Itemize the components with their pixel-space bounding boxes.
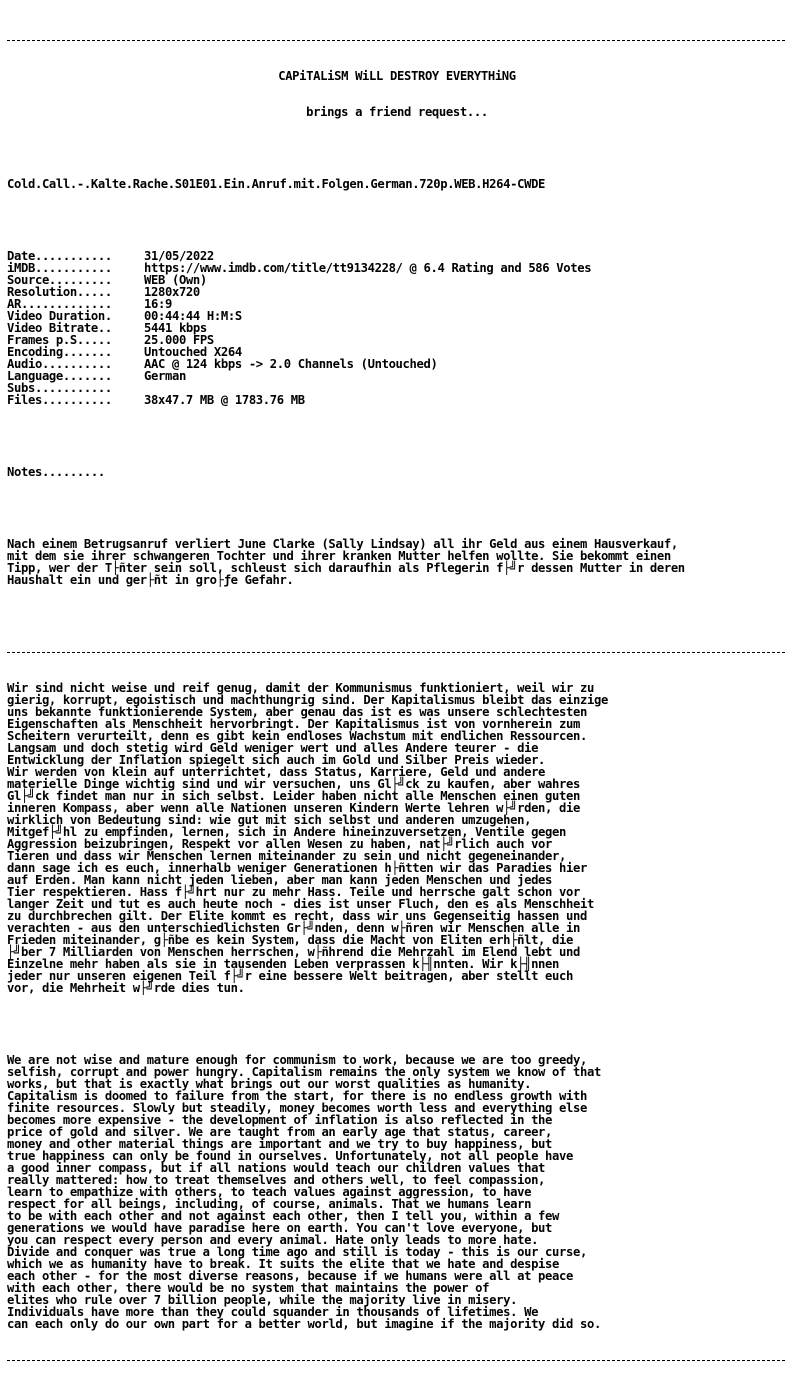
- notes-label: Notes.........: [7, 465, 105, 479]
- english-text-line: can each only do our own part for a better world, but imagine if the majority did so.: [7, 1317, 601, 1331]
- info-row: [7, 358, 787, 370]
- info-key: Resolution.....: [7, 285, 112, 299]
- english-text-line: generations we would have paradise here on earth. You can't love everyone, but: [7, 1221, 553, 1235]
- german-text-line: inneren Kompass, aber wenn alle Nationen unseren Kindern Werte lehren w├╝rden, die: [7, 801, 580, 815]
- bottom-divider: [7, 1354, 787, 1366]
- info-row: [7, 262, 787, 274]
- english-text-line: money and other material things are important and we try to buy happiness, but: [7, 1137, 553, 1151]
- info-key: Date...........: [7, 249, 112, 263]
- german-text-line: jeder nur unseren eigenen Teil f├╝r eine bessere Welt beitragen, aber stellt euch: [7, 969, 573, 983]
- german-text-line: verachten - aus den unterschiedlichsten Gr├╝nden, denn w├ñren wir Menschen alle in: [7, 921, 580, 935]
- info-value: 5441 kbps: [144, 321, 207, 335]
- german-text-line: zu durchbrechen gilt. Der Elite kommt es recht, dass wir uns Gegenseitig hassen und: [7, 909, 587, 923]
- release-info-list: [7, 250, 787, 406]
- info-key: Video Duration.: [7, 309, 112, 323]
- english-text-line: price of gold and silver. We are taught from an early age that status, career,: [7, 1125, 553, 1139]
- german-text-line: wirklich von Bedeutung sind: wie gut mit sich selbst und anderen umzugehen,: [7, 813, 532, 827]
- english-text-line: finite resources. Slowly but steadily, money becomes worth less and everything else: [7, 1101, 587, 1115]
- english-text-line: which we as humanity have to break. It suits the elite that we hate and despise: [7, 1257, 560, 1271]
- german-text-line: Tier respektieren. Hass f├╝hrt nur zu mehr Hass. Teile und herrsche galt schon vor: [7, 885, 580, 899]
- english-text-line: works, but that is exactly what brings out our worst qualities as humanity.: [7, 1077, 532, 1091]
- info-value: Untouched X264: [144, 345, 242, 359]
- german-text-line: Wir werden von klein auf unterrichtet, dass Status, Karriere, Geld und andere: [7, 765, 546, 779]
- middle-divider: [7, 646, 787, 658]
- english-text-line: to be with each other and not against each other, then I tell you, within a few: [7, 1209, 560, 1223]
- info-value: German: [144, 369, 186, 383]
- german-text-line: materielle Dinge wichtig sind und wir versuchen, uns Gl├╝ck zu kaufen, aber wahres: [7, 777, 580, 791]
- english-text-line: We are not wise and mature enough for communism to work, because we are too greedy,: [7, 1053, 587, 1067]
- english-text-line: becomes more expensive - the development of inflation is also reflected in the: [7, 1113, 553, 1127]
- info-key: Encoding.......: [7, 345, 112, 359]
- english-text-line: true happiness can only be found in ourselves. Unfortunately, not all people have: [7, 1149, 573, 1163]
- german-text-line: Aggression beizubringen, Respekt vor allen Wesen zu haben, nat├╝rlich auch vor: [7, 837, 553, 851]
- info-row: [7, 394, 787, 406]
- german-text-line: gierig, korrupt, egoistisch und machthungrig sind. Der Kapitalismus bleibt das einzige: [7, 693, 608, 707]
- german-text-line: Einzelne mehr haben als sie in tausenden Leben verprassen k├╢nnten. Wir k├╢nnen: [7, 957, 560, 971]
- info-row: [7, 286, 787, 298]
- info-value: AAC @ 124 kbps -> 2.0 Channels (Untouched): [144, 357, 438, 371]
- header-subtitle: brings a friend request...: [306, 105, 488, 119]
- header-title: CAPiTALiSM WiLL DESTROY EVERYTHiNG: [278, 69, 516, 83]
- german-text-line: uns bekannte funktionierende System, aber genau das ist es was unsere schlechtesten: [7, 705, 587, 719]
- german-text-line: ├╝ber 7 Milliarden von Menschen herrschen, w├ñhrend die Mehrzahl im Elend lebt und: [7, 945, 580, 959]
- german-text-line: Frieden miteinander, g├ñbe es kein System, dass die Macht von Eliten erh├ñlt, die: [7, 933, 573, 947]
- german-text-line: Scheitern verurteilt, denn es gibt kein endloses Wachstum mit endlichen Ressourcen.: [7, 729, 587, 743]
- info-key: AR.............: [7, 297, 112, 311]
- german-text-line: Langsam und doch stetig wird Geld weniger wert und alles Andere teurer - die: [7, 741, 539, 755]
- german-text-line: Tieren und dass wir Menschen lernen miteinander zu sein und nicht gegeneinander,: [7, 849, 567, 863]
- top-divider: [7, 34, 787, 46]
- german-text-line: Gl├╝ck findet man nur in sich selbst. Leider haben nicht alle Menschen einen guten: [7, 789, 580, 803]
- info-row: [7, 298, 787, 310]
- english-text-line: you can respect every person and every animal. Hate only leads to more hate.: [7, 1233, 539, 1247]
- info-value: 31/05/2022: [144, 249, 214, 263]
- plot-line: Haushalt ein und ger├ñt in gro├ƒe Gefahr.: [7, 573, 294, 587]
- info-value: 25.000 FPS: [144, 333, 214, 347]
- info-key: Language.......: [7, 369, 112, 383]
- english-text-line: selfish, corrupt and power hungry. Capitalism remains the only system we know of that: [7, 1065, 601, 1079]
- info-row: [7, 370, 787, 382]
- info-key: Video Bitrate..: [7, 321, 112, 335]
- info-key: Audio..........: [7, 357, 112, 371]
- info-key: Frames p.S.....: [7, 333, 112, 347]
- info-value: https://www.imdb.com/title/tt9134228/ @ 6.4 Rating and 586 Votes: [144, 261, 592, 275]
- german-text-line: Entwicklung der Inflation spiegelt sich auch im Gold und Silber Preis wieder.: [7, 753, 546, 767]
- nfo-document: [7, 10, 787, 1378]
- info-key: Source.........: [7, 273, 112, 287]
- info-row: [7, 334, 787, 346]
- plot-line: Nach einem Betrugsanruf verliert June Clarke (Sally Lindsay) all ihr Geld aus einem Hausverkauf,: [7, 537, 678, 551]
- english-text-line: really mattered: how to treat themselves and others well, to feel compassion,: [7, 1173, 546, 1187]
- info-key: Subs...........: [7, 381, 112, 395]
- info-value: 38x47.7 MB @ 1783.76 MB: [144, 393, 305, 407]
- info-value: 16:9: [144, 297, 172, 311]
- english-statement: [7, 1054, 787, 1330]
- english-text-line: learn to empathize with others, to teach values against aggression, to have: [7, 1185, 532, 1199]
- german-text-line: auf Erden. Man kann nicht jeden lieben, aber man kann jeden Menschen und jedes: [7, 873, 553, 887]
- english-text-line: Divide and conquer was true a long time ago and still is today - this is our curse,: [7, 1245, 587, 1259]
- info-row: [7, 322, 787, 334]
- german-text-line: langer Zeit und tut es auch heute noch - dies ist unser Fluch, den es als Menschheit: [7, 897, 594, 911]
- info-row: [7, 274, 787, 286]
- english-text-line: each other - for the most diverse reasons, because if we humans were all at peace: [7, 1269, 573, 1283]
- release-name: Cold.Call.-.Kalte.Rache.S01E01.Ein.Anruf.mit.Folgen.German.720p.WEB.H264-CWDE: [7, 177, 546, 191]
- english-text-line: with each other, there would be no system that maintains the power of: [7, 1281, 490, 1295]
- english-text-line: elites who rule over 7 billion people, while the majority live in misery.: [7, 1293, 518, 1307]
- english-text-line: a good inner compass, but if all nations would teach our children values that: [7, 1161, 546, 1175]
- german-text-line: dann sage ich es euch, innerhalb weniger Generationen h├ñtten wir das Paradies hier: [7, 861, 587, 875]
- german-text-line: vor, die Mehrheit w├╝rde dies tun.: [7, 981, 245, 995]
- english-text-line: respect for all beings, including, of course, animals. That we humans learn: [7, 1197, 532, 1211]
- german-text-line: Eigenschaften als Menschheit hervorbringt. Der Kapitalismus ist von vornherein zum: [7, 717, 580, 731]
- plot-line: Tipp, wer der T├ñter sein soll, schleust sich daraufhin als Pflegerin f├╝r dessen Mutter in deren: [7, 561, 685, 575]
- info-key: Files..........: [7, 393, 112, 407]
- english-text-line: Individuals have more than they could squander in thousands of lifetimes. We: [7, 1305, 539, 1319]
- info-row: [7, 310, 787, 322]
- german-statement: [7, 682, 787, 994]
- info-row: [7, 382, 787, 394]
- plot-line: mit dem sie ihrer schwangeren Tochter und ihrer kranken Mutter helfen wollte. Sie bekommt einen: [7, 549, 671, 563]
- info-key: iMDB...........: [7, 261, 112, 275]
- info-value: WEB (Own): [144, 273, 207, 287]
- info-value: 1280x720: [144, 285, 200, 299]
- german-text-line: Wir sind nicht weise und reif genug, damit der Kommunismus funktioniert, weil wir zu: [7, 681, 594, 695]
- plot-description: [7, 538, 787, 586]
- english-text-line: Capitalism is doomed to failure from the start, for there is no endless growth with: [7, 1089, 587, 1103]
- german-text-line: Mitgef├╝hl zu empfinden, lernen, sich in Andere hineinzuversetzen, Ventile gegen: [7, 825, 567, 839]
- info-value: 00:44:44 H:M:S: [144, 309, 242, 323]
